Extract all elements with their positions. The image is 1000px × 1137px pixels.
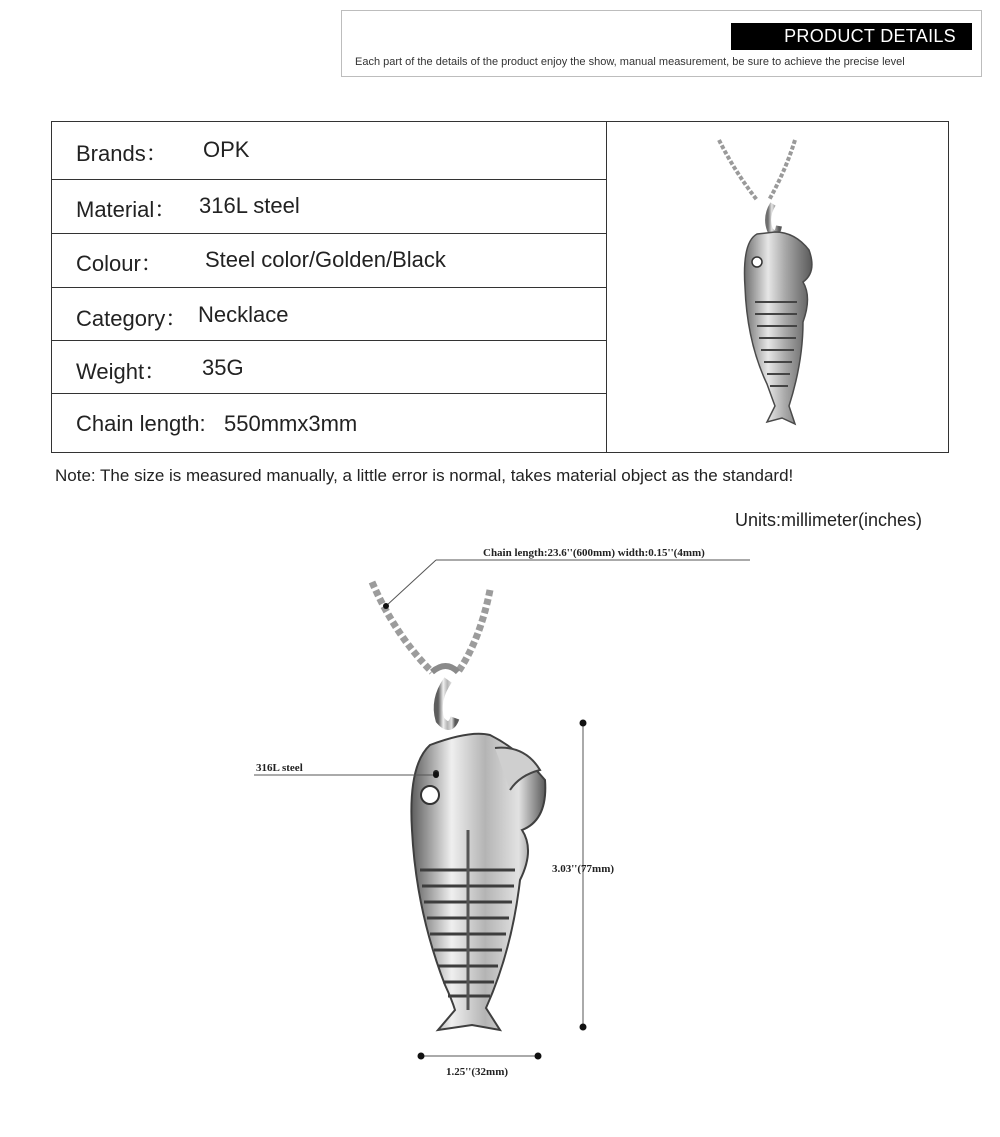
product-thumbnail — [607, 122, 948, 452]
spec-value: OPK — [203, 137, 250, 162]
spec-row-category — [52, 288, 606, 341]
spec-label: Chain length: — [76, 411, 206, 436]
width-label: 1.25''(32mm) — [446, 1066, 509, 1078]
header-subtitle: Each part of the details of the product enjoy the show, manual measurement, be sure to achieve the precise level — [355, 56, 905, 68]
measurement-note: Note: The size is measured manually, a little error is normal, takes material object as the standard! — [55, 466, 794, 485]
spec-value: Steel color/Golden/Black — [205, 247, 446, 272]
height-dimension — [552, 720, 614, 1031]
material-callout-text: 316L steel — [256, 762, 303, 774]
units-label: Units:millimeter(inches) — [734, 510, 922, 530]
thumb-pendant — [745, 204, 812, 424]
size-diagram — [0, 530, 1000, 1130]
height-label: 3.03''(77mm) — [552, 863, 615, 875]
spec-table-box — [51, 121, 949, 453]
chain-callout-text: Chain length:23.6''(600mm) width:0.15''(4mm) — [483, 547, 705, 559]
spec-row-colour — [52, 234, 606, 288]
chain — [372, 582, 490, 672]
width-dimension — [418, 1053, 542, 1079]
spec-value: 35G — [202, 355, 244, 380]
spec-label: Weight： — [76, 359, 167, 384]
material-callout — [254, 762, 439, 778]
spec-row-chain-length — [52, 394, 606, 452]
spec-row-brand — [52, 122, 606, 180]
spec-label: Brands： — [76, 141, 168, 166]
fish-pendant — [411, 680, 545, 1030]
spec-label: Category： — [76, 306, 188, 331]
spec-value: 316L steel — [199, 193, 300, 218]
spec-value: 550mmx3mm — [224, 411, 358, 436]
header-title: PRODUCT DETAILS — [731, 23, 972, 50]
spec-value: Necklace — [198, 302, 289, 327]
thumb-chain — [719, 140, 795, 200]
product-details-header — [341, 10, 982, 77]
spec-row-weight — [52, 341, 606, 394]
spec-label: Colour： — [76, 251, 163, 276]
chain-callout — [383, 547, 750, 609]
spec-label: Material： — [76, 197, 177, 222]
spec-row-material — [52, 180, 606, 234]
spec-table — [52, 122, 606, 452]
